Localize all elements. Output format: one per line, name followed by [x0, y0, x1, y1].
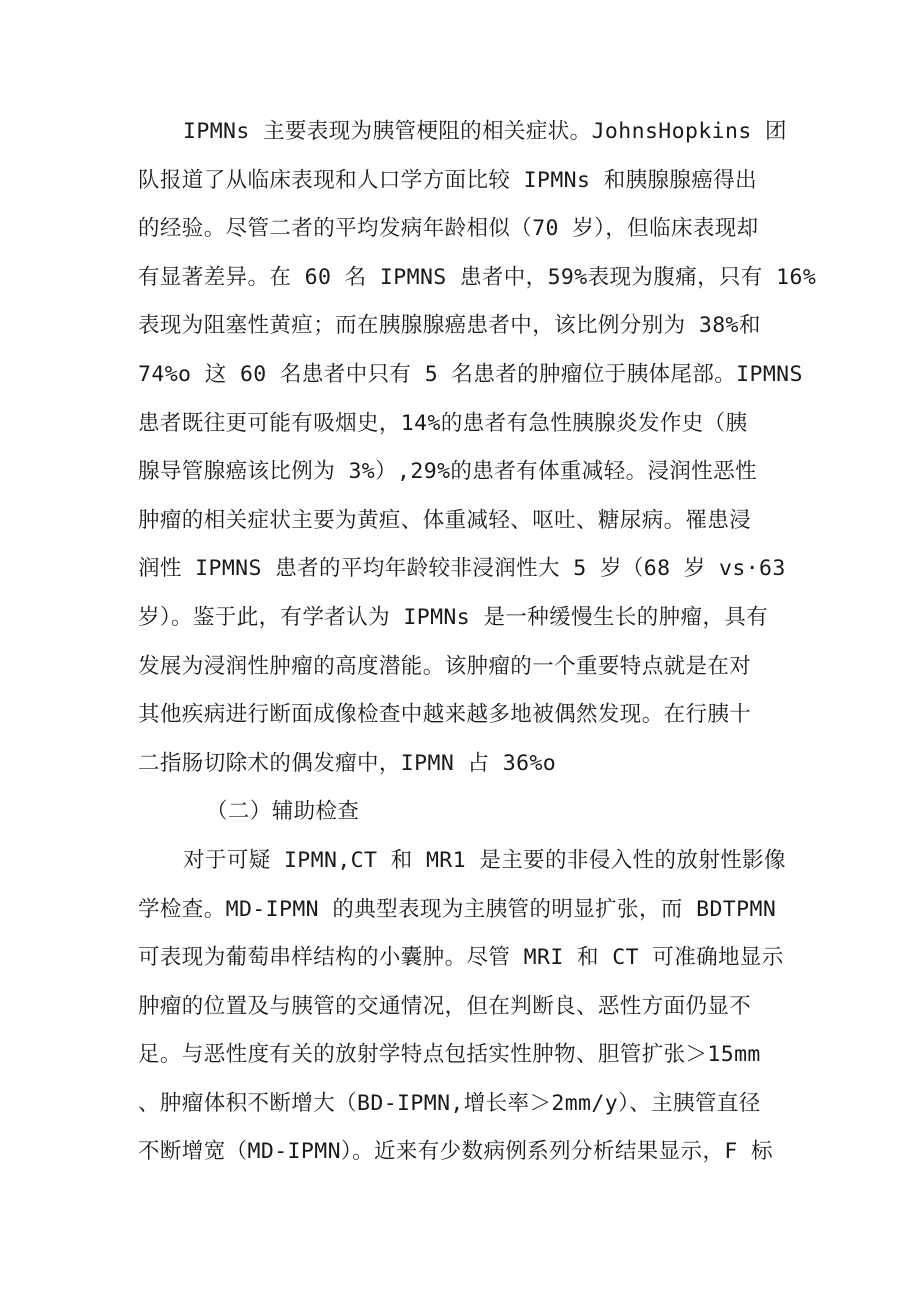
- text-line: 腺导管腺癌该比例为 3%）,29%的患者有体重减轻。浸润性恶性: [138, 459, 758, 485]
- text-line: 、肿瘤体积不断增大（BD-IPMN,增长率＞2mm/y）、主胰管直径: [138, 1090, 761, 1116]
- text-line: 发展为浸润性肿瘤的高度潜能。该肿瘤的一个重要特点就是在对: [138, 653, 752, 679]
- text-line: 队报道了从临床表现和人口学方面比较 IPMNs 和胰腺腺癌得出: [138, 167, 758, 193]
- text-line: 患者既往更可能有吸烟史，14%的患者有急性胰腺炎发作史（胰: [138, 410, 748, 436]
- text-line: 不断增宽（MD-IPMN）。近来有少数病例系列分析结果显示，F 标: [138, 1139, 773, 1165]
- document-body: [138, 112, 817, 1181]
- text-line: 可表现为葡萄串样结构的小囊肿。尽管 MRI 和 CT 可准确地显示: [138, 945, 784, 971]
- text-line: 肿瘤的位置及与胰管的交通情况，但在判断良、恶性方面仍显不: [138, 993, 752, 1019]
- text-line: 岁）。鉴于此，有学者认为 IPMNs 是一种缓慢生长的肿瘤，具有: [138, 604, 769, 630]
- text-line: 足。与恶性度有关的放射学特点包括实性肿物、胆管扩张＞15mm: [138, 1042, 761, 1068]
- text-line: IPMNs 主要表现为胰管梗阻的相关症状。JohnsHopkins 团: [183, 119, 787, 144]
- text-line: 的经验。尽管二者的平均发病年龄相似（70 岁），但临床表现却: [138, 216, 759, 242]
- text-line: 对于可疑 IPMN,CT 和 MR1 是主要的非侵入性的放射性影像: [183, 847, 786, 873]
- text-line: 有显著差异。在 60 名 IPMNS 患者中，59%表现为腹痛，只有 16%: [138, 264, 817, 290]
- text-line: 74%o 这 60 名患者中只有 5 名患者的肿瘤位于胰体尾部。IPMNS: [138, 361, 803, 387]
- paragraph-clinical-presentation: [138, 112, 817, 792]
- text-line: 学检查。MD-IPMN 的典型表现为主胰管的明显扩张，而 BDTPMN: [138, 896, 777, 922]
- text-line: 表现为阻塞性黄疸；而在胰腺腺癌患者中，该比例分别为 38%和: [138, 313, 761, 339]
- paragraph-auxiliary-examination: [138, 841, 788, 1181]
- text-line: 肿瘤的相关症状主要为黄疸、体重减轻、呕吐、糖尿病。罹患浸: [138, 507, 752, 533]
- text-line: 二指肠切除术的偶发瘤中，IPMN 占 36%o: [138, 750, 557, 776]
- text-line: 其他疾病进行断面成像检查中越来越多地被偶然发现。在行胰十: [138, 702, 752, 728]
- text-line: 润性 IPMNS 患者的平均年龄较非浸润性大 5 岁（68 岁 vs·63: [138, 556, 786, 582]
- section-heading: （二）辅助检查: [206, 799, 360, 825]
